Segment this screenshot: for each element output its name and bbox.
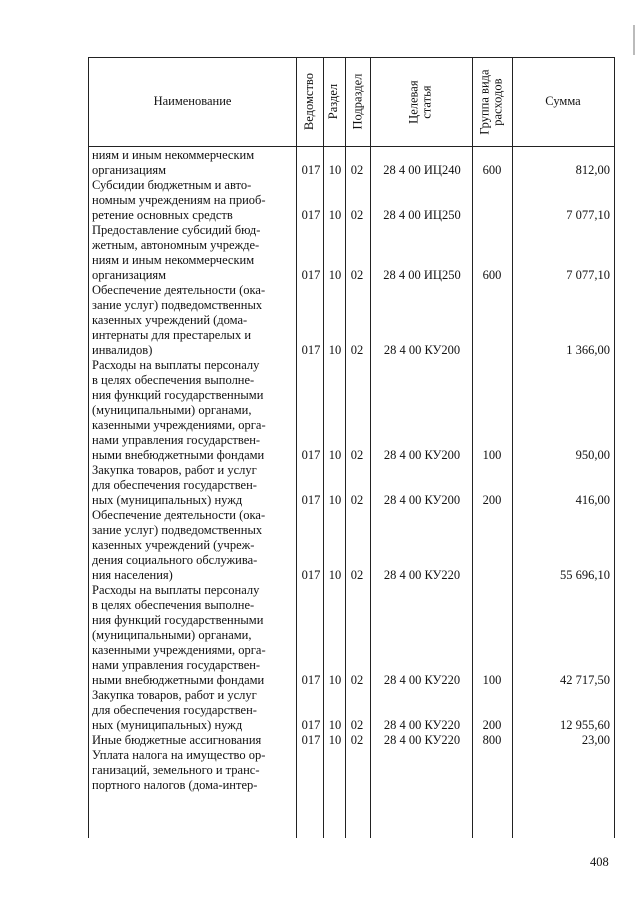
row-name: Расходы на выплаты персоналу в целях обеспечения выполне- ния функций государственными (муниципальными) органами, казенными учреждениями, орга- нами управления государствен- ными внебюджетными фондами: [92, 358, 266, 462]
row-summa: 7 077,10: [566, 268, 610, 282]
column-divider: [323, 58, 324, 838]
row-podrazdel: 02: [350, 493, 364, 507]
row-name: Уплата налога на имущество ор- ганизаций, земельного и транс- портного налогов (дома-интер-: [92, 748, 266, 792]
column-divider: [512, 58, 513, 838]
row-name: Расходы на выплаты персоналу в целях обеспечения выполне- ния функций государственными (муниципальными) органами, казенными учреждениями, орга- нами управления государствен- ными внебюджетными фондами: [92, 583, 266, 687]
row-celevaya: 28 4 00 ИЦ250: [383, 268, 461, 282]
header-name: [89, 58, 296, 146]
header-summa-text: Сумма: [545, 94, 581, 109]
row-summa: 812,00: [575, 163, 610, 177]
row-summa: 12 955,60: [560, 718, 610, 732]
row-vedomstvo: 017: [301, 268, 321, 282]
row-vedomstvo: 017: [301, 448, 321, 462]
page-number: 408: [590, 855, 609, 869]
scan-edge-mark: [633, 25, 635, 55]
row-name: Закупка товаров, работ и услуг для обеспечения государствен- ных (муниципальных) нужд: [92, 463, 257, 507]
row-razdel: 10: [328, 493, 342, 507]
row-name: Обеспечение деятельности (ока- зание услуг) подведомственных казенных учреждений (дома- интернаты для престарелых и инвалидов): [92, 283, 266, 357]
row-summa: 1 366,00: [566, 343, 610, 357]
row-gruppa: 600: [482, 163, 502, 177]
row-vedomstvo: 017: [301, 568, 321, 582]
row-razdel: 10: [328, 733, 342, 747]
header-razdel-text: Раздел: [326, 84, 341, 120]
row-summa: 42 717,50: [560, 673, 610, 687]
row-gruppa: 100: [482, 448, 502, 462]
row-celevaya: 28 4 00 ИЦ250: [383, 208, 461, 222]
row-name: Закупка товаров, работ и услуг для обеспечения государствен- ных (муниципальных) нужд: [92, 688, 257, 732]
row-gruppa: 200: [482, 718, 502, 732]
row-podrazdel: 02: [350, 568, 364, 582]
header-gruppa-line2: расходов: [491, 78, 506, 126]
row-name: Обеспечение деятельности (ока- зание услуг) подведомственных казенных учреждений (учреж- дения социального обслужива- ния населения): [92, 508, 266, 582]
header-celevaya: [370, 58, 472, 146]
header-celevaya-line1: Целевая: [406, 80, 421, 124]
row-summa: 55 696,10: [560, 568, 610, 582]
header-celevaya-line2: статья: [420, 85, 434, 119]
row-razdel: 10: [328, 673, 342, 687]
row-summa: 950,00: [575, 448, 610, 462]
row-podrazdel: 02: [350, 673, 364, 687]
row-celevaya: 28 4 00 КУ220: [383, 673, 461, 687]
row-vedomstvo: 017: [301, 673, 321, 687]
row-gruppa: 600: [482, 268, 502, 282]
header-celevaya-text: [408, 80, 434, 123]
row-vedomstvo: 017: [301, 208, 321, 222]
row-razdel: 10: [328, 343, 342, 357]
row-name: ниям и иным некоммерческим организациям: [92, 148, 255, 177]
header-podrazdel-text: Подраздел: [349, 74, 364, 130]
row-podrazdel: 02: [350, 208, 364, 222]
row-name: Иные бюджетные ассигнования: [92, 733, 262, 747]
row-celevaya: 28 4 00 КУ200: [383, 448, 461, 462]
row-razdel: 10: [328, 208, 342, 222]
row-celevaya: 28 4 00 КУ220: [383, 733, 461, 747]
row-podrazdel: 02: [350, 268, 364, 282]
row-podrazdel: 02: [350, 343, 364, 357]
row-celevaya: 28 4 00 КУ200: [383, 493, 461, 507]
row-vedomstvo: 017: [301, 733, 321, 747]
header-divider: [89, 146, 614, 147]
row-celevaya: 28 4 00 ИЦ240: [383, 163, 461, 177]
row-podrazdel: 02: [350, 733, 364, 747]
row-gruppa: 800: [482, 733, 502, 747]
header-razdel: [323, 58, 345, 146]
row-vedomstvo: 017: [301, 163, 321, 177]
row-podrazdel: 02: [350, 163, 364, 177]
row-name: Субсидии бюджетным и авто- номным учреждениям на приоб- ретение основных средств: [92, 178, 266, 222]
row-summa: 23,00: [581, 733, 610, 747]
row-razdel: 10: [328, 268, 342, 282]
header-vedomstvo-text: Ведомство: [301, 73, 316, 131]
row-gruppa: 100: [482, 673, 502, 687]
row-celevaya: 28 4 00 КУ220: [383, 568, 461, 582]
column-divider: [296, 58, 297, 838]
header-name-text: Наименование: [153, 94, 232, 109]
row-razdel: 10: [328, 718, 342, 732]
row-celevaya: 28 4 00 КУ200: [383, 343, 461, 357]
row-celevaya: 28 4 00 КУ220: [383, 718, 461, 732]
header-vedomstvo: [296, 58, 323, 146]
row-summa: 416,00: [575, 493, 610, 507]
row-razdel: 10: [328, 448, 342, 462]
header-summa: [512, 58, 614, 146]
column-divider: [370, 58, 371, 838]
header-gruppa: [472, 58, 512, 146]
row-podrazdel: 02: [350, 718, 364, 732]
row-name: Предоставление субсидий бюд- жетным, автономным учрежде- ниям и иным некоммерческим организациям: [92, 223, 261, 282]
row-gruppa: 200: [482, 493, 502, 507]
row-vedomstvo: 017: [301, 718, 321, 732]
row-podrazdel: 02: [350, 448, 364, 462]
row-vedomstvo: 017: [301, 493, 321, 507]
row-razdel: 10: [328, 163, 342, 177]
header-gruppa-line1: Группа вида: [477, 69, 492, 135]
row-vedomstvo: 017: [301, 343, 321, 357]
row-razdel: 10: [328, 568, 342, 582]
row-summa: 7 077,10: [566, 208, 610, 222]
header-gruppa-text: [479, 69, 505, 134]
budget-table: [88, 57, 615, 838]
header-podrazdel: [345, 58, 370, 146]
